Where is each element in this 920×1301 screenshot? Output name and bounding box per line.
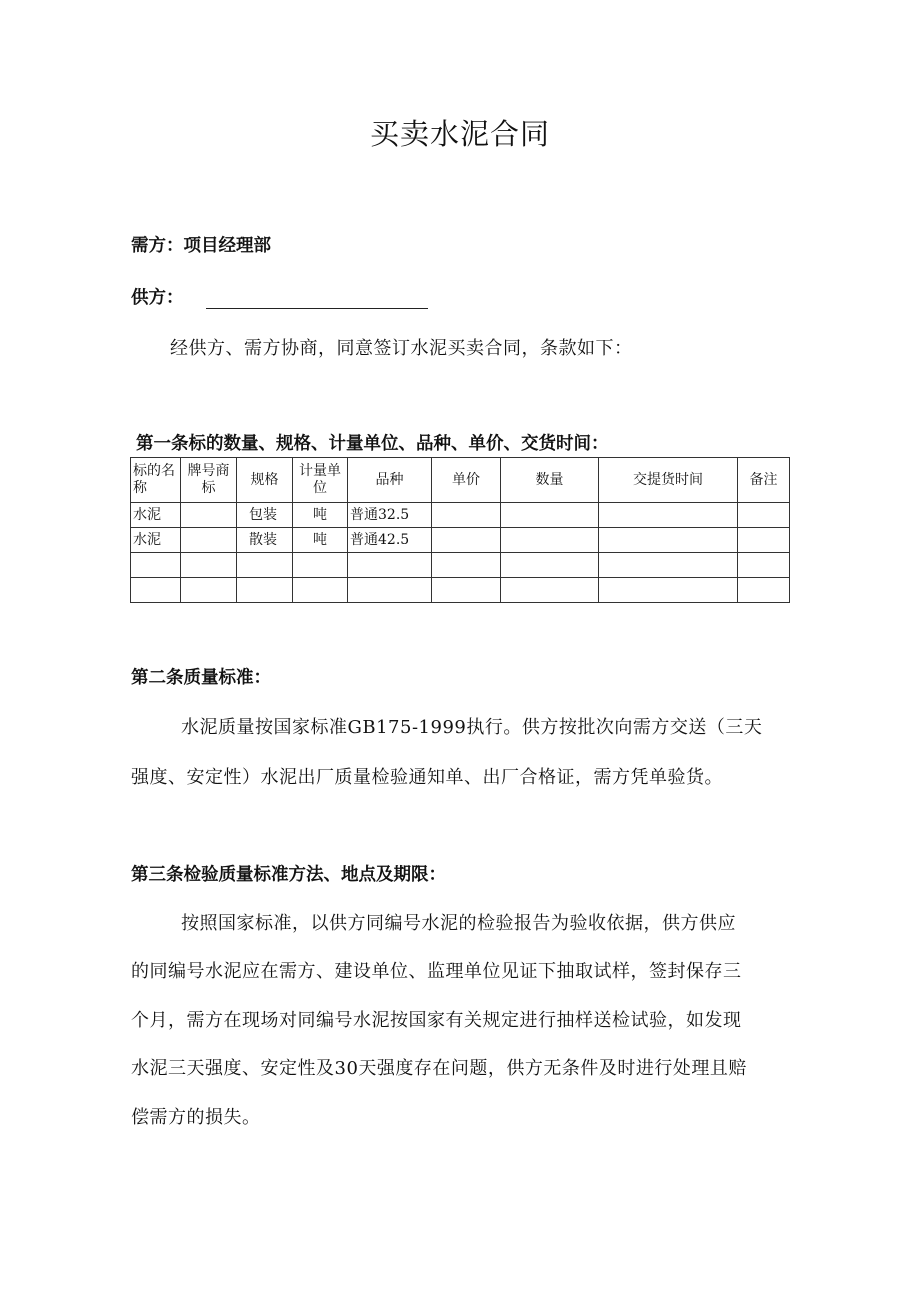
table-cell xyxy=(181,528,237,553)
intro-text: 经供方、需方协商，同意签订水泥买卖合同，条款如下： xyxy=(170,338,633,359)
table-row xyxy=(131,578,790,603)
table-cell xyxy=(131,578,181,603)
article3-text-line5: 偿需方的损失。 xyxy=(131,1107,261,1128)
header-cell: 数量 xyxy=(501,458,599,503)
article1-heading: 第一条标的数量、规格、计量单位、品种、单价、交货时间： xyxy=(136,434,609,454)
table-cell xyxy=(348,553,432,578)
table-cell xyxy=(738,503,790,528)
header-cell: 计量单位 xyxy=(293,458,348,503)
table-cell xyxy=(599,578,738,603)
table-header-row xyxy=(131,458,790,503)
table-cell xyxy=(181,553,237,578)
table-cell xyxy=(501,553,599,578)
table-cell: 普通32.5 xyxy=(348,503,432,528)
document-title: 买卖水泥合同 xyxy=(369,117,550,151)
table-cell xyxy=(181,578,237,603)
demand-party: 需方：项目经理部 xyxy=(131,236,271,256)
table-cell: 散装 xyxy=(237,528,293,553)
table-cell: 包装 xyxy=(237,503,293,528)
supply-party-line xyxy=(131,284,428,309)
article2-text-line1: 水泥质量按国家标准GB175-1999执行。供方按批次向需方交送（三天 xyxy=(181,717,763,738)
article3-text-line4: 水泥三天强度、安定性及30天强度存在问题，供方无条件及时进行处理且赔 xyxy=(131,1058,747,1079)
header-cell: 交提货时间 xyxy=(599,458,738,503)
article3-text-line3: 个月，需方在现场对同编号水泥按国家有关规定进行抽样送检试验，如发现 xyxy=(131,1010,742,1031)
table-cell xyxy=(432,578,501,603)
header-cell: 规格 xyxy=(237,458,293,503)
table-cell: 吨 xyxy=(293,503,348,528)
table-row xyxy=(131,528,790,553)
table-cell xyxy=(599,528,738,553)
table-cell xyxy=(237,553,293,578)
table-cell xyxy=(501,528,599,553)
supply-party-blank xyxy=(206,290,428,309)
table-cell xyxy=(181,503,237,528)
table-cell xyxy=(432,553,501,578)
article2-heading: 第二条质量标准： xyxy=(131,668,271,688)
table-cell: 水泥 xyxy=(131,503,181,528)
table-row xyxy=(131,503,790,528)
article3-text-line1: 按照国家标准，以供方同编号水泥的检验报告为验收依据，供方供应 xyxy=(181,913,736,934)
table-cell: 吨 xyxy=(293,528,348,553)
table-cell: 水泥 xyxy=(131,528,181,553)
table-cell xyxy=(293,553,348,578)
table-cell xyxy=(501,503,599,528)
table-cell xyxy=(131,553,181,578)
specs-table xyxy=(130,457,790,603)
header-cell: 单价 xyxy=(432,458,501,503)
table-cell xyxy=(348,578,432,603)
table-cell xyxy=(738,528,790,553)
article3-text-line2: 的同编号水泥应在需方、建设单位、监理单位见证下抽取试样，签封保存三 xyxy=(131,961,742,982)
table-cell xyxy=(432,528,501,553)
table-row xyxy=(131,553,790,578)
table-cell xyxy=(293,578,348,603)
table-cell xyxy=(738,578,790,603)
table-cell xyxy=(738,553,790,578)
table-cell xyxy=(599,503,738,528)
table-cell xyxy=(599,553,738,578)
table-cell xyxy=(432,503,501,528)
table-cell xyxy=(237,578,293,603)
supply-party-label: 供方： xyxy=(131,288,184,308)
article2-text-line2: 强度、安定性）水泥出厂质量检验通知单、出厂合格证，需方凭单验货。 xyxy=(131,767,723,788)
table-cell xyxy=(501,578,599,603)
table-cell: 普通42.5 xyxy=(348,528,432,553)
header-cell: 牌号商标 xyxy=(181,458,237,503)
article3-heading: 第三条检验质量标准方法、地点及期限： xyxy=(131,865,446,885)
header-cell: 标的名称 xyxy=(131,458,181,503)
header-cell: 备注 xyxy=(738,458,790,503)
header-cell: 品种 xyxy=(348,458,432,503)
